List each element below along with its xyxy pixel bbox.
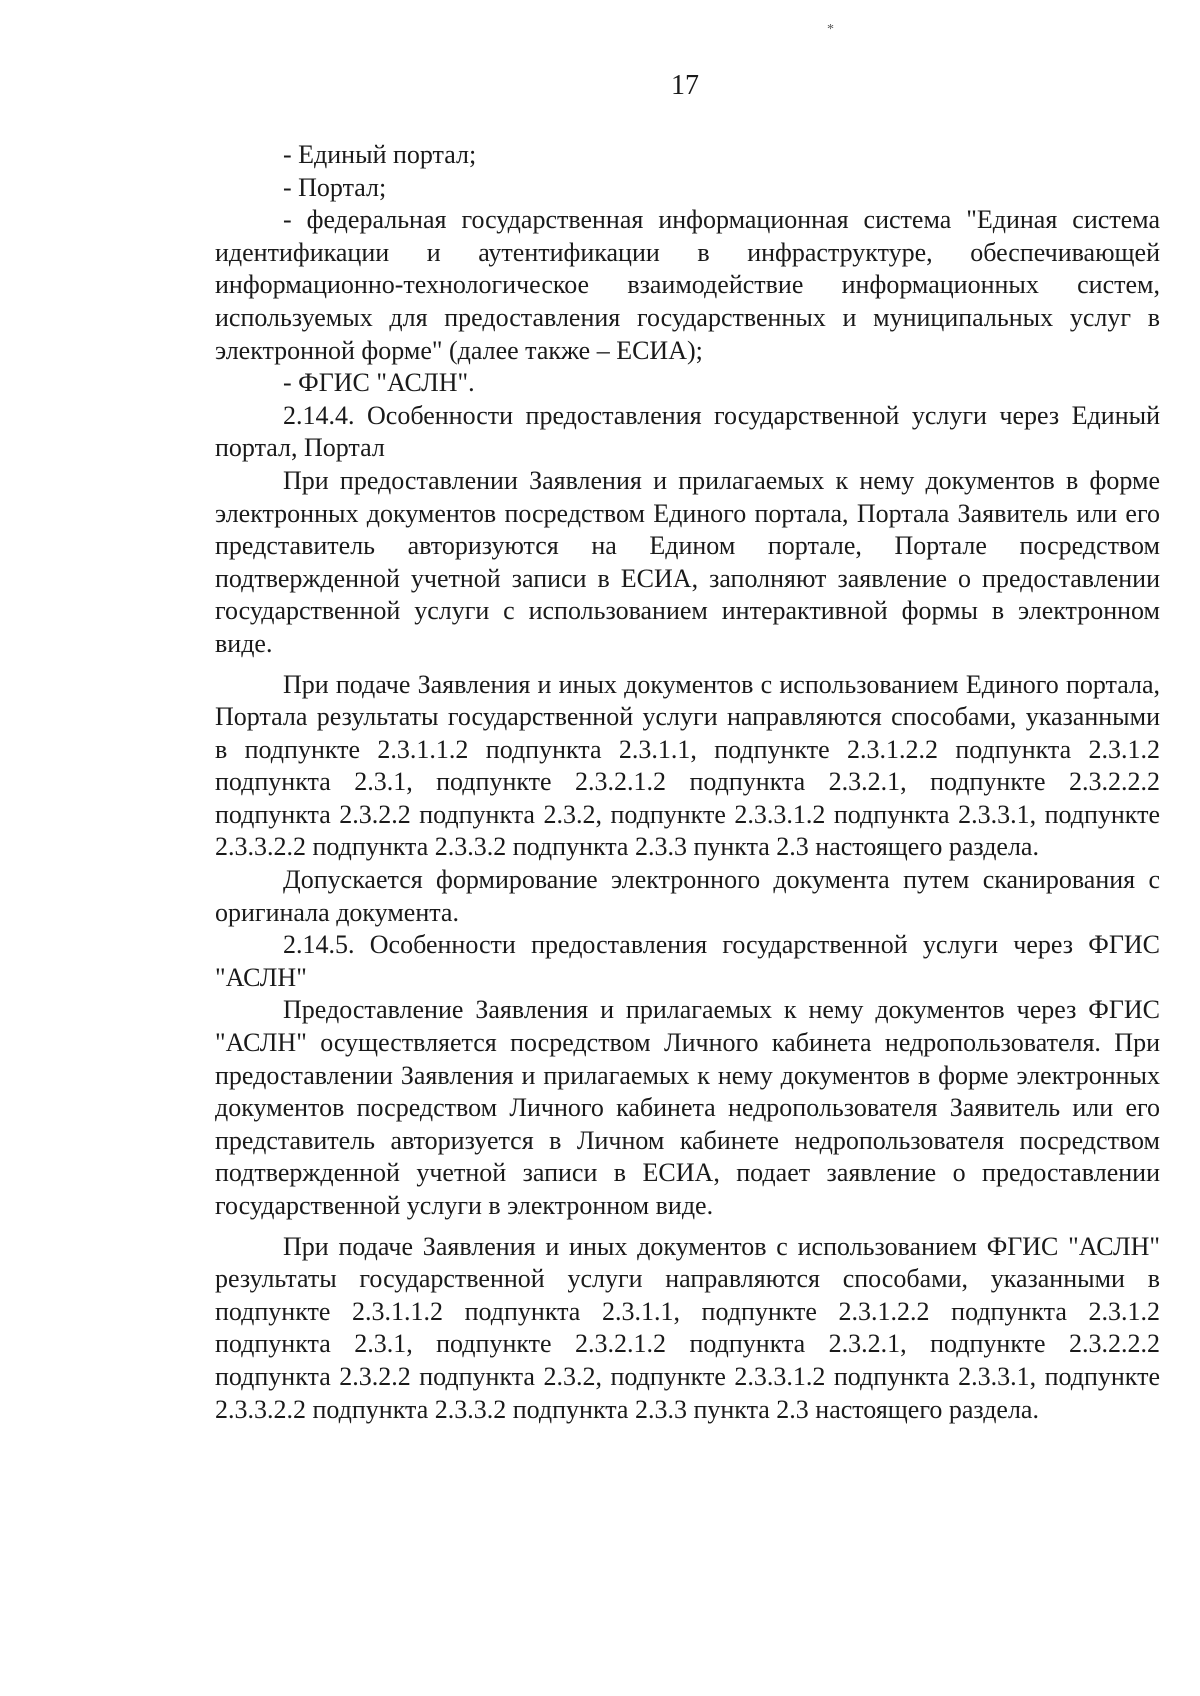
section-heading-2-14-4: 2.14.4. Особенности предоставления государственной услуги через Единый портал, Портал bbox=[215, 400, 1160, 463]
paragraph-scanning: Допускается формирование электронного документа путем сканирования с оригинала документа. bbox=[215, 865, 1160, 927]
list-item-portal: - Портал; bbox=[283, 172, 387, 202]
paragraph-results-asln: При подаче Заявления и иных документов с использованием ФГИС "АСЛН" результаты государственной услуги направляются способами, указанными в подпункте 2.3.1.1.2 подпункта 2.3.1.1, подпункте 2.3.1.2.2 подпункта 2.3.1.2 подпункта 2.3.1, подпункте 2.3.2.1.2 подпункта 2.3.2.1, подпункте 2.3.2.2.2 подпункта 2.3.2.2 подпункта 2.3.2, подпункте 2.3.3.1.2 подпункта 2.3.3.1, подпункте 2.3.3.2.2 подпункта 2.3.3.2 подпункта 2.3.3 пункта 2.3 настоящего раздела. bbox=[215, 1231, 1160, 1424]
section-heading-2-14-5: 2.14.5. Особенности предоставления государственной услуги через ФГИС "АСЛН" bbox=[215, 930, 1160, 992]
list-item-esia: - федеральная государственная информационная система "Единая система идентификации и аутентификации в инфраструктуре, обеспечивающей информационно-технологическое взаимодействие информационных систем, используемых для предоставления государственных и муниципальных услуг в электронной форме" (далее также – ЕСИА); bbox=[215, 205, 1160, 365]
scan-mark: * bbox=[827, 22, 834, 37]
paragraph-submission-portal: При предоставлении Заявления и прилагаемых к нему документов в форме электронных документов посредством Единого портала, Портала Заявитель или его представитель авторизуются на Едином портале, Портале посредством подтвержденной учетной записи в ЕСИА, заполняют заявление о предоставлении государственной услуги с использованием интерактивной формы в электронном виде. bbox=[215, 465, 1160, 658]
list-item-unified-portal: - Единый портал; bbox=[283, 140, 477, 169]
page-number: 17 bbox=[671, 70, 699, 101]
paragraph-results-portal: При подаче Заявления и иных документов с использованием Единого портала, Портала результаты государственной услуги направляются способами, указанными в подпункте 2.3.1.1.2 подпункта 2.3.1.1, подпункте 2.3.1.2.2 подпункта 2.3.1.2 подпункта 2.3.1, подпункте 2.3.2.1.2 подпункта 2.3.2.1, подпункте 2.3.2.2.2 подпункта 2.3.2.2 подпункта 2.3.2, подпункте 2.3.3.1.2 подпункта 2.3.3.1, подпункте 2.3.3.2.2 подпункта 2.3.3.2 подпункта 2.3.3 пункта 2.3 настоящего раздела. bbox=[215, 669, 1160, 862]
paragraph-submission-asln: Предоставление Заявления и прилагаемых к нему документов через ФГИС "АСЛН" осуществляется посредством Личного кабинета недропользователя. При предоставлении Заявления и прилагаемых к нему документов в форме электронных документов посредством Личного кабинета недропользователя Заявитель или его представитель авторизуется в Личном кабинете недропользователя посредством подтвержденной учетной записи в ЕСИА, подает заявление о предоставлении государственной услуги в электронном виде. bbox=[215, 995, 1160, 1220]
body-text bbox=[215, 139, 1160, 1426]
list-item-fgis-asln: - ФГИС "АСЛН". bbox=[283, 368, 475, 398]
